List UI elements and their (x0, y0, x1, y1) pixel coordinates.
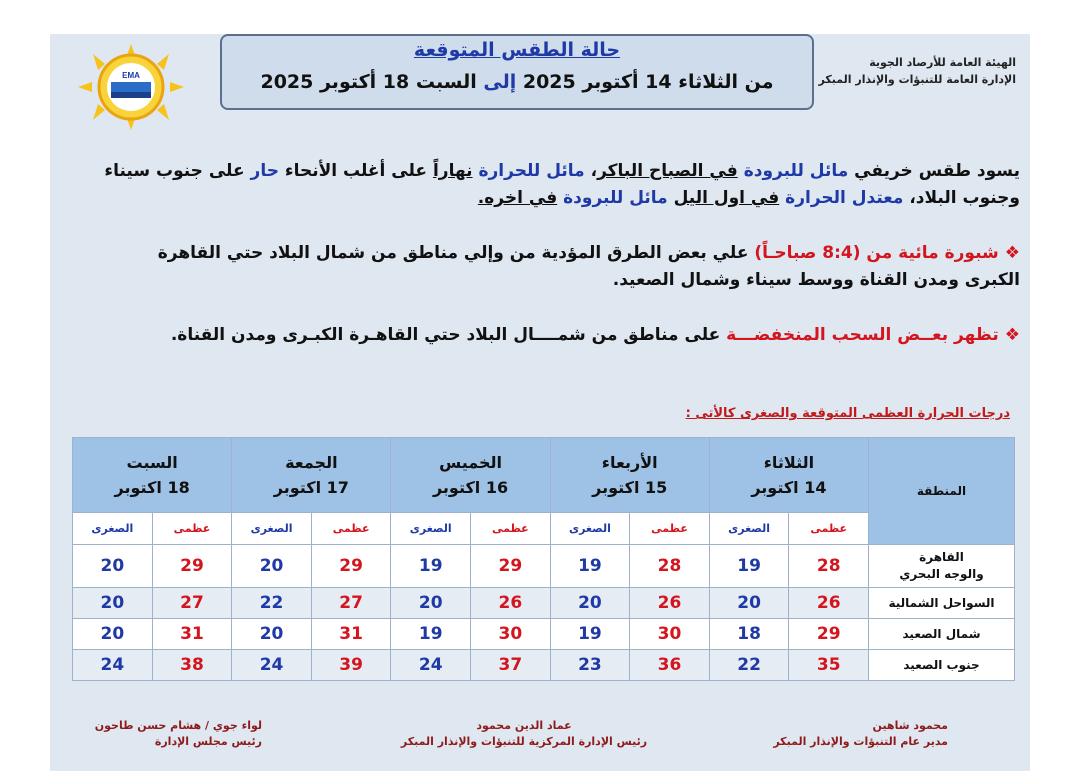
min-temp: 24 (232, 650, 312, 681)
day-header: الثلاثاء 14 اكتوبر (709, 438, 868, 513)
max-label: عظمى (311, 513, 391, 545)
max-temp: 29 (311, 545, 391, 588)
max-temp: 27 (152, 588, 232, 619)
signature-director: محمود شاهين مدير عام التنبؤات والإنذار المبكر (773, 719, 948, 748)
min-temp: 24 (391, 650, 471, 681)
region-name: شمال الصعيد (869, 619, 1015, 650)
min-temp: 20 (232, 619, 312, 650)
max-temp: 31 (152, 619, 232, 650)
forecast-period: من الثلاثاء 14 أكتوبر 2025 إلى السبت 18 أكتوبر 2025 (260, 71, 774, 93)
min-temp: 20 (550, 588, 630, 619)
max-temp: 29 (471, 545, 551, 588)
max-temp: 35 (789, 650, 869, 681)
max-temp: 30 (630, 619, 710, 650)
ema-logo (78, 44, 184, 130)
logo-text: EMA (122, 71, 140, 80)
page-title: حالة الطقس المتوقعة (413, 39, 621, 61)
bullet-icon: ❖ (1004, 243, 1020, 263)
max-temp: 26 (630, 588, 710, 619)
min-temp: 22 (709, 650, 789, 681)
max-temp: 28 (789, 545, 869, 588)
min-temp: 19 (391, 545, 471, 588)
table-row (73, 619, 1015, 650)
min-temp: 19 (391, 619, 471, 650)
day-header: الأربعاء 15 اكتوبر (550, 438, 709, 513)
min-temp: 20 (73, 545, 153, 588)
weather-summary: يسود طقس خريفي مائل للبرودة في الصباح الباكر، مائل للحرارة نهاراً على أغلب الأنحاء حار على جنوب سيناء وجنوب البلاد، معتدل الحرارة في اول اليل مائل للبرودة في اخره. (104, 161, 1020, 208)
min-temp: 20 (232, 545, 312, 588)
max-temp: 29 (152, 545, 232, 588)
max-temp: 31 (311, 619, 391, 650)
region-name: القاهرة والوجه البحري (869, 545, 1015, 588)
day-header: الخميس 16 اكتوبر (391, 438, 550, 513)
min-label: الصغرى (391, 513, 471, 545)
signature-central-admin: عماد الدين محمود رئيس الإدارة المركزية للتنبؤات والإنذار المبكر (400, 719, 648, 748)
table-caption: درجات الحرارة العظمى المتوقعة والصغرى كالأتى : (685, 406, 1010, 421)
max-temp: 36 (630, 650, 710, 681)
bullet-icon: ❖ (1004, 325, 1020, 345)
table-row (73, 650, 1015, 681)
clouds-note: ❖تظهر بعــض السحب المنخفضـــة على مناطق من شمــــال البلاد حتي القاهـرة الكبـرى ومدن القناة. (170, 325, 1020, 345)
title-box (220, 34, 814, 110)
day-header: الجمعة 17 اكتوبر (232, 438, 391, 513)
max-label: عظمى (789, 513, 869, 545)
max-temp: 38 (152, 650, 232, 681)
table-row (73, 545, 1015, 588)
table-row (73, 588, 1015, 619)
fog-warning: ❖شبورة مائية من (8:4 صباحـاً) علي بعض الطرق المؤدية من وإلي مناطق من شمال البلاد حتي القاهرة الكبرى ومدن القناة ووسط سيناء وشمال الصعيد. (157, 243, 1020, 290)
min-temp: 20 (391, 588, 471, 619)
max-temp: 26 (789, 588, 869, 619)
min-temp: 20 (73, 619, 153, 650)
max-label: عظمى (152, 513, 232, 545)
min-temp: 24 (73, 650, 153, 681)
org-department: الإدارة العامة للتنبؤات والإنذار المبكر (818, 73, 1016, 86)
min-temp: 19 (550, 545, 630, 588)
max-temp: 27 (311, 588, 391, 619)
max-label: عظمى (630, 513, 710, 545)
max-temp: 28 (630, 545, 710, 588)
min-temp: 19 (709, 545, 789, 588)
region-name: السواحل الشمالية (869, 588, 1015, 619)
min-label: الصغرى (709, 513, 789, 545)
min-temp: 20 (73, 588, 153, 619)
min-temp: 18 (709, 619, 789, 650)
day-header: السبت 18 اكتوبر (73, 438, 232, 513)
min-temp: 22 (232, 588, 312, 619)
min-label: الصغرى (73, 513, 153, 545)
min-label: الصغرى (550, 513, 630, 545)
max-temp: 29 (789, 619, 869, 650)
org-name: الهيئة العامة للأرصاد الجوية (869, 56, 1016, 69)
max-label: عظمى (471, 513, 551, 545)
temperature-table (72, 437, 1015, 681)
min-temp: 23 (550, 650, 630, 681)
region-name: جنوب الصعيد (869, 650, 1015, 681)
organization-header (796, 54, 1016, 88)
signature-chairman: لواء جوي / هشام حسن طاحون رئيس مجلس الإدارة (94, 719, 262, 748)
min-temp: 19 (550, 619, 630, 650)
max-temp: 30 (471, 619, 551, 650)
max-temp: 37 (471, 650, 551, 681)
max-temp: 26 (471, 588, 551, 619)
max-temp: 39 (311, 650, 391, 681)
min-temp: 20 (709, 588, 789, 619)
min-label: الصغرى (232, 513, 312, 545)
region-header: المنطقة (869, 438, 1015, 545)
